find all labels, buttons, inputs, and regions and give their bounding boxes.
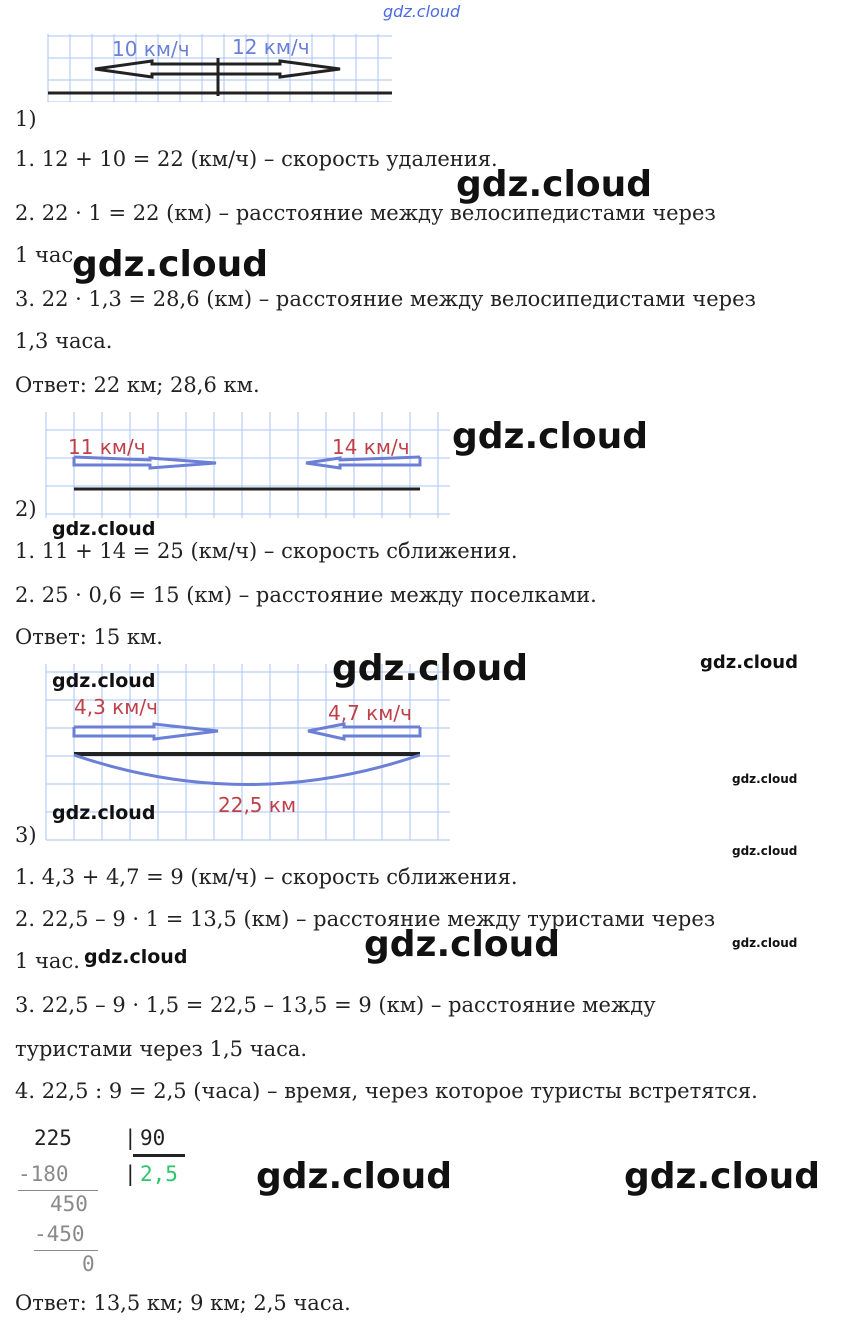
speed-label-left-2: 11 км/ч (68, 435, 146, 459)
speed-label-right-1: 12 км/ч (232, 35, 310, 59)
speed-label-right-3: 4,7 км/ч (328, 701, 412, 725)
problem-3-step-2: 2. 22,5 – 9 · 1 = 13,5 (км) – расстояние между туристами через (15, 907, 716, 931)
division-quotient: 2,5 (140, 1162, 178, 1186)
division-divisor: 90 (140, 1126, 166, 1150)
watermark: gdz.cloud (84, 946, 188, 968)
division-subtract-2: -450 (34, 1222, 85, 1246)
watermark: gdz.cloud (624, 1156, 820, 1197)
problem-3-step-3: 3. 22,5 – 9 · 1,5 = 22,5 – 13,5 = 9 (км) – расстояние между (15, 993, 656, 1017)
problem-1-step-1: 1. 12 + 10 = 22 (км/ч) – скорость удаления. (15, 147, 498, 171)
problem-1-step-2-cont: 1 час. (15, 243, 80, 267)
watermark: gdz.cloud (72, 244, 268, 285)
problem-3-answer: Ответ: 13,5 км; 9 км; 2,5 часа. (15, 1291, 351, 1315)
problem-2-marker: 2) (15, 497, 37, 521)
problem-2-step-2: 2. 25 · 0,6 = 15 (км) – расстояние между поселками. (15, 583, 597, 607)
problem-1-step-2: 2. 22 · 1 = 22 (км) – расстояние между велосипедистами через (15, 201, 716, 225)
figure-2-diagram (40, 412, 452, 518)
division-separator: | (124, 1126, 137, 1150)
division-dividend: 225 (34, 1126, 72, 1150)
watermark: gdz.cloud (52, 670, 156, 692)
problem-1-marker: 1) (15, 107, 37, 131)
division-divisor-underline (133, 1154, 185, 1157)
problem-3-step-3-cont: туристами через 1,5 часа. (15, 1037, 308, 1061)
problem-2-step-1: 1. 11 + 14 = 25 (км/ч) – скорость сближения. (15, 539, 518, 563)
speed-label-right-2: 14 км/ч (332, 435, 410, 459)
problem-3-step-2-cont: 1 час. (15, 949, 80, 973)
problem-3-step-4: 4. 22,5 : 9 = 2,5 (часа) – время, через которое туристы встретятся. (15, 1079, 758, 1103)
watermark: gdz.cloud (332, 648, 528, 689)
problem-3-step-1: 1. 4,3 + 4,7 = 9 (км/ч) – скорость сближения. (15, 865, 518, 889)
division-subtract-1: -180 (18, 1162, 69, 1186)
watermark: gdz.cloud (732, 844, 798, 858)
division-remainder-2: 0 (82, 1252, 95, 1276)
division-separator: | (124, 1162, 137, 1186)
speed-label-left-1: 10 км/ч (112, 37, 190, 61)
watermark: gdz.cloud (52, 802, 156, 824)
problem-1-step-3: 3. 22 · 1,3 = 28,6 (км) – расстояние между велосипедистами через (15, 287, 756, 311)
division-remainder-1: 450 (50, 1192, 88, 1216)
watermark-top: gdz.cloud (383, 2, 461, 21)
watermark: gdz.cloud (732, 936, 798, 950)
watermark: gdz.cloud (256, 1156, 452, 1197)
watermark: gdz.cloud (732, 772, 798, 786)
problem-2-answer: Ответ: 15 км. (15, 625, 163, 649)
problem-1-answer: Ответ: 22 км; 28,6 км. (15, 373, 260, 397)
division-line-1 (18, 1190, 98, 1191)
watermark: gdz.cloud (452, 416, 648, 457)
problem-3-marker: 3) (15, 823, 37, 847)
watermark: gdz.cloud (700, 652, 798, 673)
division-line-2 (34, 1250, 98, 1251)
watermark: gdz.cloud (52, 518, 156, 540)
watermark: gdz.cloud (364, 924, 560, 965)
distance-label-3: 22,5 км (218, 793, 297, 817)
figure-1-diagram (40, 30, 400, 102)
speed-label-left-3: 4,3 км/ч (74, 695, 158, 719)
problem-1-step-3-cont: 1,3 часа. (15, 329, 113, 353)
watermark: gdz.cloud (456, 164, 652, 205)
